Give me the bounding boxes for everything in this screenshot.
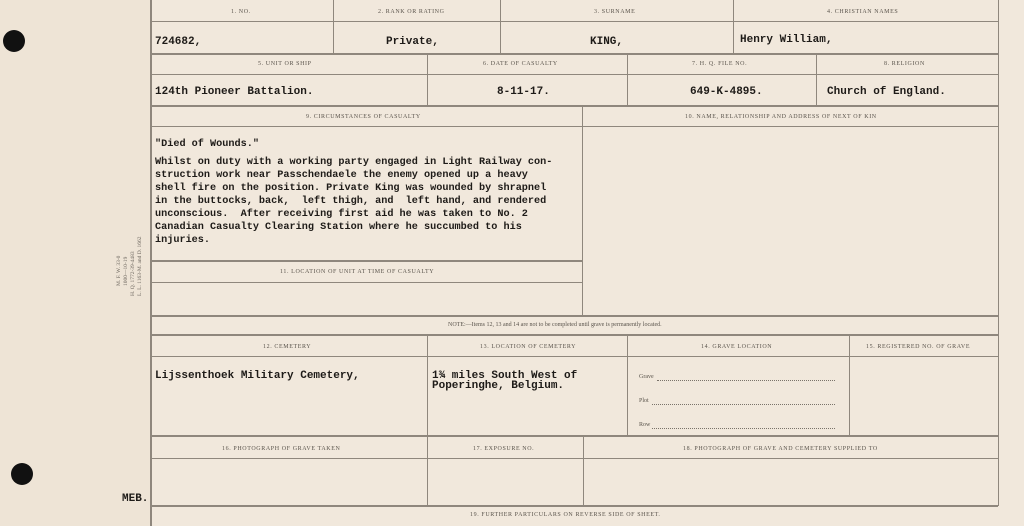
photo-bottom-line — [150, 505, 998, 507]
note-top-line — [150, 315, 998, 317]
row1-header-line — [150, 21, 998, 22]
divider — [427, 336, 428, 436]
header-photo-supplied: 18. PHOTOGRAPH OF GRAVE AND CEMETERY SUPPLIED TO — [683, 446, 878, 452]
row2-header-line — [150, 74, 998, 75]
unit-value: 124th Pioneer Battalion. — [155, 86, 314, 98]
circumstances-line: shell fire on the position. Private King was wounded by shrapnel — [155, 183, 547, 194]
cemetery-value: Lijssenthoek Military Cemetery, — [155, 370, 360, 382]
circumstances-line: Canadian Casualty Clearing Station where he succumbed to his — [155, 222, 522, 233]
side-print-4: L. L. 1163-M. and D. 1662 — [137, 236, 143, 296]
frame-left-border — [150, 0, 152, 526]
divider — [582, 106, 583, 316]
cemetery-location-line-2: Poperinghe, Belgium. — [432, 380, 565, 392]
location-unit-top-line — [150, 260, 582, 262]
footer-text: 19. FURTHER PARTICULARS ON REVERSE SIDE OF SHEET. — [470, 512, 661, 518]
circumstances-line: injuries. — [155, 235, 211, 246]
divider — [333, 0, 334, 54]
divider — [627, 54, 628, 106]
location-unit-header-line — [150, 282, 582, 283]
header-surname: 3. SURNAME — [594, 9, 636, 15]
header-circumstances: 9. CIRCUMSTANCES OF CASUALTY — [306, 114, 421, 120]
header-grave-location: 14. GRAVE LOCATION — [701, 344, 773, 350]
side-print-2: 1000—10-19 — [123, 256, 129, 286]
header-next-of-kin: 10. NAME, RELATIONSHIP AND ADDRESS OF NEXT OF KIN — [685, 114, 877, 120]
row2-bottom-line — [150, 105, 998, 107]
rank-value: Private, — [386, 36, 439, 48]
service-number: 724682, — [155, 36, 202, 48]
header-unit: 5. UNIT OR SHIP — [258, 61, 312, 67]
surname-value: KING, — [590, 36, 624, 48]
divider — [500, 0, 501, 54]
divider — [583, 436, 584, 506]
plot-field-line — [652, 404, 835, 405]
header-location-of-cemetery: 13. LOCATION OF CEMETERY — [480, 344, 577, 350]
grave-field-line — [657, 380, 835, 381]
cemetery-location-line-1: 1¾ miles South West of — [432, 370, 578, 382]
divider — [427, 436, 428, 506]
photo-header-line — [150, 458, 998, 459]
side-print-1: M. F. W. 33-0 — [116, 255, 122, 286]
cemetery-bottom-line — [150, 435, 998, 437]
punch-hole-top — [3, 30, 25, 52]
cemetery-header-line — [150, 356, 998, 357]
frame-right-border — [998, 0, 999, 506]
circumstances-line: Whilst on duty with a working party engaged in Light Railway con- — [155, 157, 553, 168]
file-value: 649-K-4895. — [690, 86, 763, 98]
header-christian-names: 4. CHRISTIAN NAMES — [827, 9, 899, 15]
header-file: 7. H. Q. FILE NO. — [692, 61, 748, 67]
header-registered-no: 15. REGISTERED NO. OF GRAVE — [866, 344, 971, 350]
religion-value: Church of England. — [827, 86, 946, 98]
divider — [849, 336, 850, 436]
header-photo-taken: 16. PHOTOGRAPH OF GRAVE TAKEN — [222, 446, 341, 452]
punch-hole-bottom — [11, 463, 33, 485]
row3-header-line — [150, 126, 998, 127]
header-exposure: 17. EXPOSURE NO. — [473, 446, 535, 452]
christian-names-value: Henry William, — [740, 34, 833, 46]
header-date: 6. DATE OF CASUALTY — [483, 61, 558, 67]
divider — [627, 336, 628, 436]
circumstances-line: unconscious. After receiving first aid he was taken to No. 2 — [155, 209, 528, 220]
divider — [733, 0, 734, 54]
grave-field-label: Grave — [639, 374, 654, 380]
row-field-line — [652, 428, 835, 429]
note-bottom-line — [150, 334, 998, 336]
circumstances-line: in the buttocks, back, left thigh, and left hand, and rendered — [155, 196, 547, 207]
header-cemetery: 12. CEMETERY — [263, 344, 312, 350]
row1-bottom-line — [150, 53, 998, 55]
plot-field-label: Plot — [639, 398, 649, 404]
divider — [427, 54, 428, 106]
header-no: 1. NO. — [231, 9, 251, 15]
header-religion: 8. RELIGION — [884, 61, 925, 67]
side-print-3: H. Q. 1772-39-4483 — [130, 251, 136, 296]
clerk-initials: MEB. — [122, 493, 149, 505]
date-value: 8-11-17. — [497, 86, 550, 98]
note-text: NOTE:—Items 12, 13 and 14 are not to be completed until grave is permanently located. — [448, 322, 662, 328]
header-location-of-unit: 11. LOCATION OF UNIT AT TIME OF CASUALTY — [280, 269, 435, 275]
row-field-label: Row — [639, 422, 651, 428]
circumstances-title: "Died of Wounds." — [155, 139, 259, 150]
divider — [816, 54, 817, 106]
circumstances-line: struction work near Passchendaele the enemy opened up a heavy — [155, 170, 528, 181]
header-rank: 2. RANK OR RATING — [378, 9, 445, 15]
